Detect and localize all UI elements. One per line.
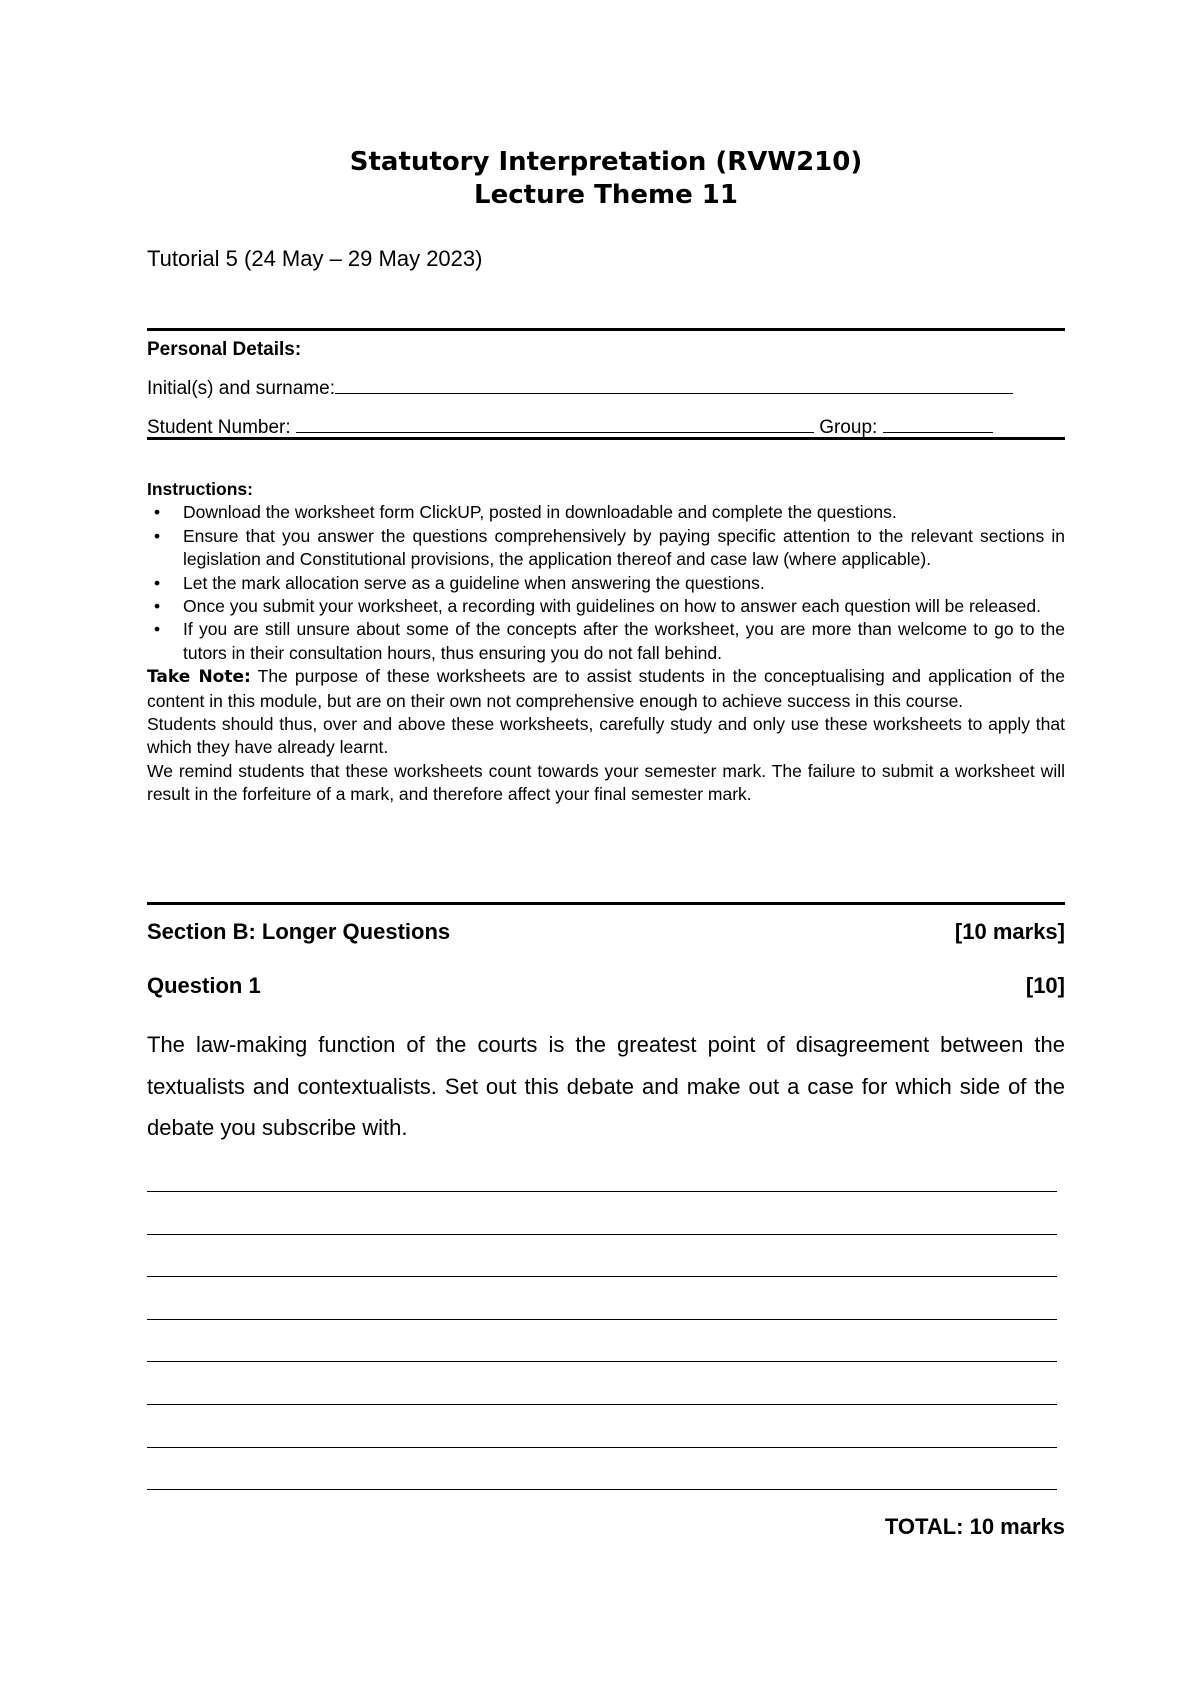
take-note-text: The purpose of these worksheets are to assist students in the conceptualising and application of the content in this module, but are on their own not comprehensive enough to achieve success in this course. [147, 666, 1065, 711]
section-header [147, 918, 1065, 946]
instructions-block [147, 478, 1065, 807]
instructions-list [147, 501, 1065, 665]
divider-personal-details [147, 437, 1065, 440]
answer-line[interactable] [147, 1234, 1057, 1235]
answer-line[interactable] [147, 1447, 1057, 1448]
answer-line[interactable] [147, 1361, 1057, 1362]
answer-line[interactable] [147, 1404, 1057, 1405]
worksheet-page [147, 0, 1065, 1696]
study-paragraph: Students should thus, over and above these worksheets, carefully study and only use these worksheets to apply that which they have already learnt. [147, 714, 1065, 758]
divider-section [147, 902, 1065, 905]
student-number-label: Student Number: [147, 417, 291, 438]
group-label: Group: [819, 417, 878, 438]
answer-line[interactable] [147, 1276, 1057, 1277]
group-field[interactable] [883, 414, 993, 433]
document-title: Statutory Interpretation (RVW210) [349, 147, 863, 177]
answer-line[interactable] [147, 1319, 1057, 1320]
bullet-icon: • [154, 502, 161, 523]
take-note-paragraph [147, 665, 1065, 713]
question-text: The law-making function of the courts is the greatest point of disagreement between the textualists and contextualists. Set out this debate and make out a case for which side of the debate you subscribe with. [147, 1032, 1065, 1140]
answer-line[interactable] [147, 1191, 1057, 1192]
take-note-label: Take Note: [147, 667, 251, 688]
student-number-field[interactable] [296, 414, 814, 433]
total-marks: TOTAL: 10 marks [884, 1514, 1065, 1539]
instruction-item: • Ensure that you answer the questions comprehensively by paying specific attention to the relevant sections in legislation and Constitutional provisions, the application thereof and case law (where applicable). [154, 525, 1065, 570]
answer-line[interactable] [147, 1489, 1057, 1490]
instruction-item: • Download the worksheet form ClickUP, posted in downloadable and complete the questions. [147, 501, 1065, 524]
section-title: Section B: Longer Questions [147, 919, 451, 944]
instructions-heading: Instructions: [147, 479, 253, 499]
initials-surname-field[interactable] [335, 375, 1013, 394]
question-title: Question 1 [147, 973, 261, 998]
instruction-item: • Once you submit your worksheet, a recording with guidelines on how to answer each question will be released. [147, 595, 1065, 618]
bullet-icon: • [154, 525, 161, 546]
initials-surname-label: Initial(s) and surname: [147, 378, 335, 399]
tutorial-date-line: Tutorial 5 (24 May – 29 May 2023) [147, 246, 483, 271]
section-marks: [10 marks] [954, 919, 1065, 944]
reminder-paragraph: We remind students that these worksheets count towards your semester mark. The failure to submit a worksheet will result in the forfeiture of a mark, and therefore affect your final semester mark. [147, 760, 1065, 805]
bullet-icon: • [154, 619, 161, 640]
bullet-icon: • [154, 596, 161, 617]
instruction-item: • Let the mark allocation serve as a guideline when answering the questions. [147, 572, 1065, 595]
question-header [147, 972, 1065, 1000]
document-subtitle: Lecture Theme 11 [474, 180, 738, 210]
personal-details-heading: Personal Details: [147, 339, 302, 360]
bullet-icon: • [154, 572, 161, 593]
question-marks: [10] [1025, 973, 1065, 998]
instruction-item: • If you are still unsure about some of the concepts after the worksheet, you are more than welcome to go to the tutors in their consultation hours, thus ensuring you do not fall behind. [154, 619, 1065, 663]
divider-top [147, 328, 1065, 331]
initials-surname-row [147, 375, 1065, 401]
